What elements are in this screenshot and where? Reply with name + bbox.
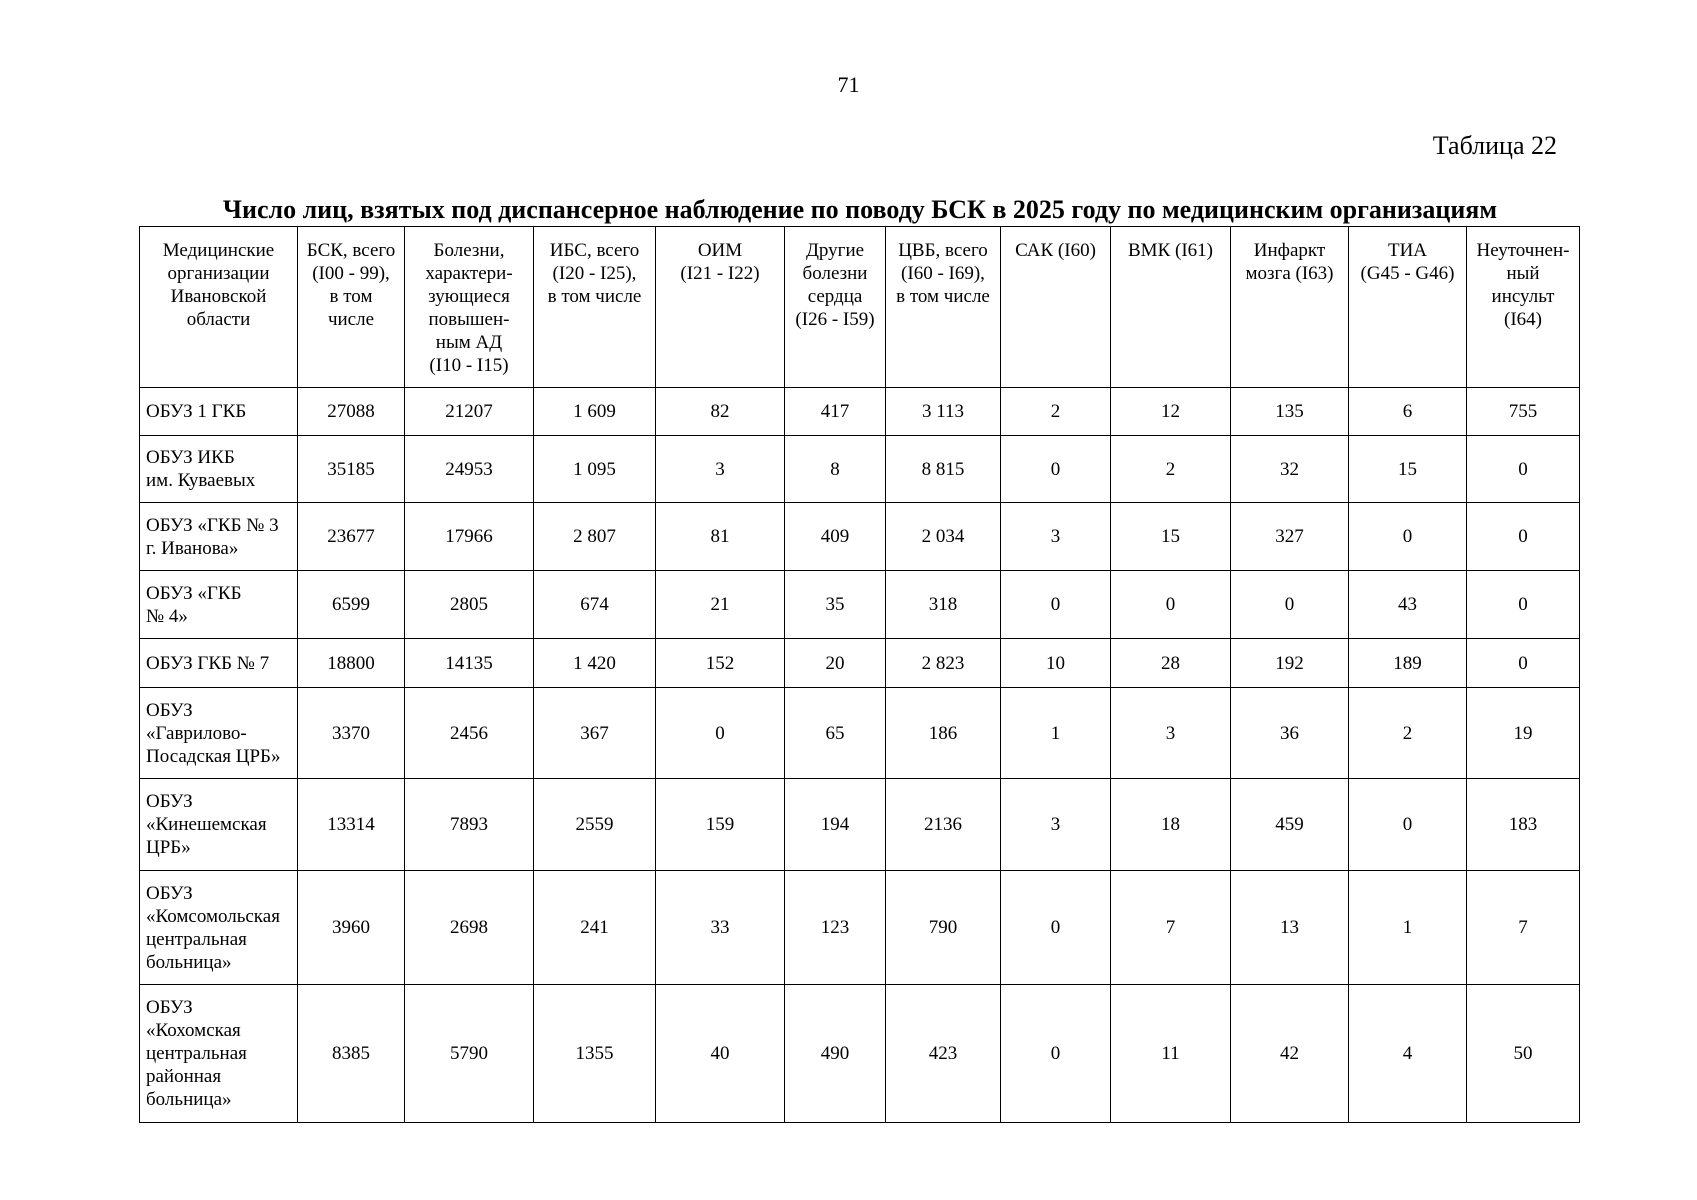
value-cell: 755 (1467, 388, 1580, 436)
organization-name: ОБУЗ «ГКБ № 4» (146, 582, 242, 627)
value-cell: 24953 (405, 436, 534, 503)
value-cell: 43 (1349, 571, 1467, 639)
value-cell: 2 (1001, 388, 1111, 436)
column-header-vmk (1111, 227, 1231, 388)
value-cell: 183 (1467, 779, 1580, 871)
value-cell: 241 (534, 871, 656, 985)
column-header-label: ОИМ (I21 - I22) (680, 240, 760, 284)
value-cell: 4 (1349, 985, 1467, 1123)
value-cell: 14135 (405, 639, 534, 688)
value-cell: 423 (886, 985, 1001, 1123)
value-cell: 318 (886, 571, 1001, 639)
value-cell: 18800 (298, 639, 405, 688)
organization-name: ОБУЗ ИКБ им. Куваевых (146, 447, 256, 491)
value-cell: 1 095 (534, 436, 656, 503)
value-cell: 19 (1467, 688, 1580, 779)
value-cell: 3 (656, 436, 785, 503)
value-cell: 2 807 (534, 503, 656, 571)
value-cell: 194 (785, 779, 886, 871)
table-title: Число лиц, взятых под диспансерное наблюдение по поводу БСК в 2025 году по медицинским организациям (222, 195, 1498, 224)
value-cell: 5790 (405, 985, 534, 1123)
value-cell: 2 823 (886, 639, 1001, 688)
value-cell: 15 (1111, 503, 1231, 571)
organization-cell (140, 985, 298, 1123)
value-cell: 2 034 (886, 503, 1001, 571)
organization-cell (140, 871, 298, 985)
value-cell: 417 (785, 388, 886, 436)
value-cell: 490 (785, 985, 886, 1123)
table-label: Таблица 22 (1432, 131, 1557, 160)
value-cell: 7893 (405, 779, 534, 871)
value-cell: 192 (1231, 639, 1349, 688)
value-cell: 0 (1001, 436, 1111, 503)
value-cell: 0 (1111, 571, 1231, 639)
value-cell: 0 (1349, 779, 1467, 871)
value-cell: 10 (1001, 639, 1111, 688)
value-cell: 0 (1467, 639, 1580, 688)
column-header-cvb-total (886, 227, 1001, 388)
value-cell: 35185 (298, 436, 405, 503)
column-header-organization (140, 227, 298, 388)
value-cell: 20 (785, 639, 886, 688)
value-cell: 3370 (298, 688, 405, 779)
table-row (140, 985, 1580, 1123)
value-cell: 1 (1349, 871, 1467, 985)
value-cell: 152 (656, 639, 785, 688)
value-cell: 8 815 (886, 436, 1001, 503)
organization-name: ОБУЗ «ГКБ № 3 г. Иванова» (146, 514, 279, 559)
value-cell: 1355 (534, 985, 656, 1123)
column-header-label: Болезни, характери- зующиеся повышен- ным АД (I10 - I15) (425, 240, 513, 376)
value-cell: 0 (1001, 871, 1111, 985)
organization-name: ОБУЗ 1 ГКБ (146, 401, 247, 422)
organization-cell (140, 571, 298, 639)
table-row (140, 571, 1580, 639)
column-header-other-heart (785, 227, 886, 388)
value-cell: 2136 (886, 779, 1001, 871)
value-cell: 12 (1111, 388, 1231, 436)
column-header-brain-infarction (1231, 227, 1349, 388)
value-cell: 0 (1001, 985, 1111, 1123)
page-number: 71 (837, 72, 860, 97)
table-row (140, 503, 1580, 571)
table-row (140, 639, 1580, 688)
organization-cell (140, 779, 298, 871)
value-cell: 459 (1231, 779, 1349, 871)
value-cell: 1 420 (534, 639, 656, 688)
value-cell: 2805 (405, 571, 534, 639)
value-cell: 50 (1467, 985, 1580, 1123)
value-cell: 0 (1349, 503, 1467, 571)
organization-name: ОБУЗ «Гаврилово- Посадская ЦРБ» (146, 699, 281, 767)
value-cell: 2 (1111, 436, 1231, 503)
column-header-label: Инфаркт мозга (I63) (1245, 240, 1334, 284)
column-header-label: ИБС, всего (I20 - I25), в том числе (547, 240, 642, 307)
value-cell: 13 (1231, 871, 1349, 985)
value-cell: 7 (1467, 871, 1580, 985)
value-cell: 3 (1111, 688, 1231, 779)
organization-cell (140, 503, 298, 571)
value-cell: 82 (656, 388, 785, 436)
table-row (140, 436, 1580, 503)
organization-cell (140, 688, 298, 779)
value-cell: 28 (1111, 639, 1231, 688)
value-cell: 7 (1111, 871, 1231, 985)
column-header-label: Другие болезни сердца (I26 - I59) (795, 240, 875, 330)
value-cell: 2559 (534, 779, 656, 871)
value-cell: 0 (1467, 503, 1580, 571)
organization-name: ОБУЗ «Кинешемская ЦРБ» (146, 791, 267, 858)
column-header-label: ЦВБ, всего (I60 - I69), в том числе (896, 240, 990, 307)
table-row (140, 388, 1580, 436)
value-cell: 21 (656, 571, 785, 639)
value-cell: 0 (1467, 436, 1580, 503)
value-cell: 1 (1001, 688, 1111, 779)
value-cell: 8 (785, 436, 886, 503)
value-cell: 674 (534, 571, 656, 639)
value-cell: 1 609 (534, 388, 656, 436)
value-cell: 81 (656, 503, 785, 571)
table-row (140, 688, 1580, 779)
organization-cell (140, 388, 298, 436)
value-cell: 6 (1349, 388, 1467, 436)
value-cell: 159 (656, 779, 785, 871)
value-cell: 35 (785, 571, 886, 639)
column-header-label: ТИА (G45 - G46) (1360, 240, 1455, 284)
value-cell: 3 113 (886, 388, 1001, 436)
value-cell: 11 (1111, 985, 1231, 1123)
organization-name: ОБУЗ «Кохомская центральная районная больница» (146, 997, 247, 1110)
header-row (140, 227, 1580, 388)
value-cell: 3960 (298, 871, 405, 985)
organization-name: ОБУЗ «Комсомольская центральная больница» (146, 882, 280, 973)
value-cell: 2456 (405, 688, 534, 779)
value-cell: 327 (1231, 503, 1349, 571)
column-header-bsk-total (298, 227, 405, 388)
value-cell: 367 (534, 688, 656, 779)
data-table (139, 226, 1580, 1123)
value-cell: 409 (785, 503, 886, 571)
value-cell: 790 (886, 871, 1001, 985)
value-cell: 13314 (298, 779, 405, 871)
column-header-label: ВМК (I61) (1128, 240, 1213, 261)
value-cell: 15 (1349, 436, 1467, 503)
value-cell: 189 (1349, 639, 1467, 688)
column-header-hypertension (405, 227, 534, 388)
value-cell: 42 (1231, 985, 1349, 1123)
value-cell: 2 (1349, 688, 1467, 779)
value-cell: 27088 (298, 388, 405, 436)
value-cell: 3 (1001, 779, 1111, 871)
value-cell: 0 (1231, 571, 1349, 639)
column-header-ibs-total (534, 227, 656, 388)
value-cell: 40 (656, 985, 785, 1123)
value-cell: 135 (1231, 388, 1349, 436)
value-cell: 17966 (405, 503, 534, 571)
column-header-sak (1001, 227, 1111, 388)
column-header-label: Неуточнен- ный инсульт (I64) (1476, 240, 1570, 330)
column-header-oim (656, 227, 785, 388)
value-cell: 18 (1111, 779, 1231, 871)
column-header-label: БСК, всего (I00 - 99), в том числе (306, 240, 396, 330)
column-header-label: САК (I60) (1015, 240, 1096, 261)
value-cell: 33 (656, 871, 785, 985)
value-cell: 21207 (405, 388, 534, 436)
column-header-unspecified-stroke (1467, 227, 1580, 388)
value-cell: 2698 (405, 871, 534, 985)
value-cell: 23677 (298, 503, 405, 571)
organization-name: ОБУЗ ГКБ № 7 (146, 652, 270, 674)
value-cell: 8385 (298, 985, 405, 1123)
value-cell: 123 (785, 871, 886, 985)
organization-cell (140, 436, 298, 503)
value-cell: 6599 (298, 571, 405, 639)
value-cell: 186 (886, 688, 1001, 779)
value-cell: 36 (1231, 688, 1349, 779)
column-header-tia (1349, 227, 1467, 388)
value-cell: 0 (1467, 571, 1580, 639)
value-cell: 3 (1001, 503, 1111, 571)
value-cell: 0 (1001, 571, 1111, 639)
table-row (140, 779, 1580, 871)
organization-cell (140, 639, 298, 688)
value-cell: 32 (1231, 436, 1349, 503)
value-cell: 0 (656, 688, 785, 779)
column-header-label: Медицинские организации Ивановской области (162, 240, 275, 330)
value-cell: 65 (785, 688, 886, 779)
table-row (140, 871, 1580, 985)
